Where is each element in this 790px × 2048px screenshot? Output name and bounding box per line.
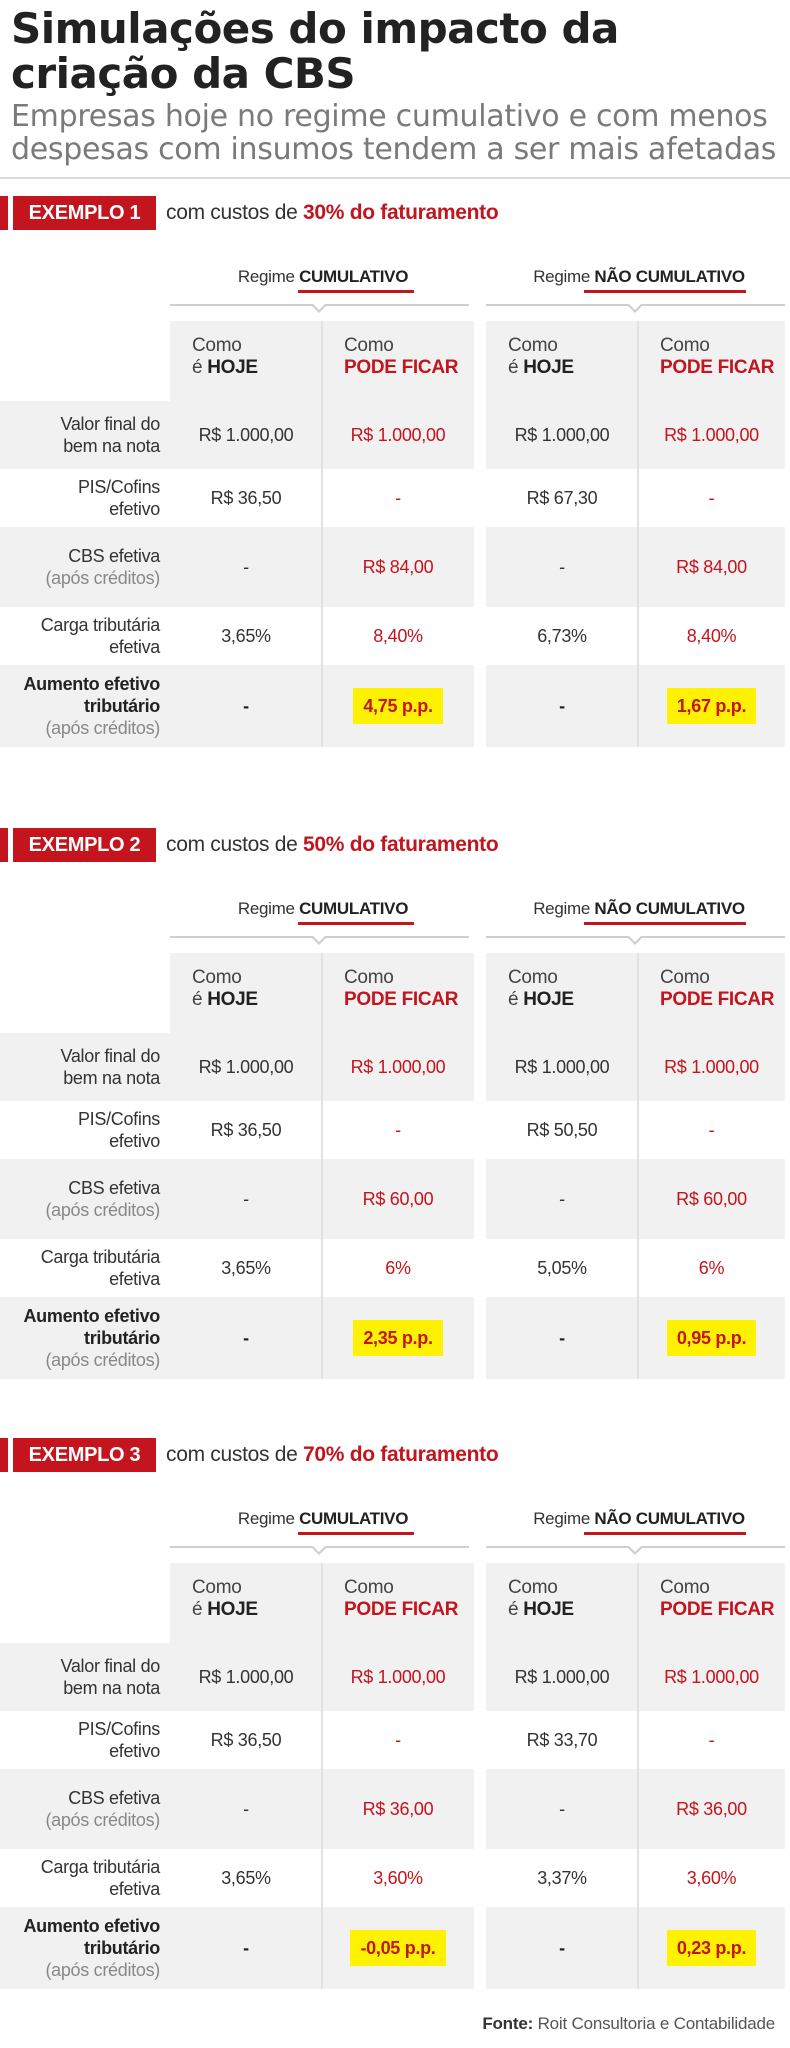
row-label-cbs [0,1787,160,1831]
row-label-line: tributário [84,1938,160,1958]
cell-value: 3,60% [373,1868,423,1888]
cell-value: - [395,1730,401,1750]
table-cell [322,607,474,665]
column-header-cell [170,321,322,401]
row-label-line: Aumento efetivo [23,1306,160,1326]
table-cell [638,1033,785,1101]
table-cell [322,1907,474,1989]
row-label-line: efetiva [109,1879,160,1899]
table-cell [486,1849,638,1907]
row-label-line: bem na nota [63,436,160,456]
regime-name: CUMULATIVO [299,267,409,286]
cell-value: - [708,1730,715,1750]
header-como-pode-ficar [344,335,458,379]
regime-caret-icon [626,1546,644,1555]
table-cell [170,401,322,469]
header-como-hoje [508,967,574,1011]
cell-value: R$ 1.000,00 [198,1667,294,1687]
table-cell [322,1849,474,1907]
cell-value: - [559,1938,565,1958]
row-label-cbs [0,545,160,589]
regime-nao-cumulativo-header [486,1509,790,1529]
regime-nao-cumulativo-header [486,267,790,287]
header-hoje: HOJE [523,1599,574,1620]
table-cell [170,1849,322,1907]
header-como: Como [508,335,558,356]
cell-value: - [708,1120,715,1140]
cell-value: - [559,1328,565,1348]
header-como: Como [508,967,558,988]
table-cell [322,1033,474,1101]
table-cell [170,607,322,665]
table-cell [638,1239,785,1297]
row-label-cbs [0,1177,160,1221]
regime-cumulativo-header [170,1509,476,1529]
row-label-valor [0,1045,160,1089]
cell-value: R$ 36,50 [210,1120,282,1140]
cell-value: R$ 60,00 [676,1189,747,1209]
regime-cumulativo-header [170,267,476,287]
table-cell [486,1033,638,1101]
cell-value: - [243,1189,249,1209]
highlight-badge: 0,95 p.p. [667,1320,756,1356]
table-cell [322,1101,474,1159]
table-cell [486,1711,638,1769]
row-label-valor [0,1655,160,1699]
column-header-cell [322,1563,474,1643]
table-cell [170,1159,322,1239]
cell-value: 5,05% [537,1258,587,1278]
header-pode-ficar: PODE FICAR [344,1599,459,1620]
header-como-hoje [192,335,258,379]
header-hoje: HOJE [207,357,258,378]
source-note [482,2014,775,2034]
highlight-badge: 1,67 p.p. [667,688,756,724]
example-description [166,196,498,230]
cell-value: - [559,1799,565,1819]
header-como: Como [660,335,710,356]
regime-underline [298,922,414,925]
header-como-pode-ficar [344,967,458,1011]
cell-value: 8,40% [686,626,737,646]
table-cell [638,665,785,747]
header-como-hoje [508,335,574,379]
example-badge: EXEMPLO 1 [13,196,156,230]
accent-bar [0,828,8,862]
table-cell [322,1643,474,1711]
header-e: é [508,989,519,1010]
highlight-badge: -0,05 p.p. [350,1930,445,1966]
row-label-line: Valor final do [60,414,160,434]
regime-prefix: Regime [533,1509,590,1528]
column-header-cell [486,953,638,1033]
row-label-line: Carga tributária [40,1247,160,1267]
row-label-line: Aumento efetivo [23,1916,160,1936]
table-cell [638,1769,785,1849]
accent-bar [0,196,8,230]
column-separator [637,1563,639,1989]
cell-value: R$ 36,50 [210,488,282,508]
cell-value: R$ 1.000,00 [350,1667,446,1687]
header-e: é [508,1599,519,1620]
header-e: é [192,989,203,1010]
description-highlight: 70% do faturamento [303,1443,499,1466]
table-cell [486,665,638,747]
table-cell [170,1769,322,1849]
column-header-cell [486,1563,638,1643]
header-e: é [192,1599,203,1620]
header-pode-ficar: PODE FICAR [344,989,459,1010]
example-badge: EXEMPLO 3 [13,1438,156,1472]
table-cell [638,1907,785,1989]
cell-value: 3,65% [221,626,271,646]
regime-underline [584,290,746,293]
cell-value: - [708,488,715,508]
highlight-badge: 2,35 p.p. [353,1320,442,1356]
table-cell [486,527,638,607]
table-cell [486,607,638,665]
example-description [166,1438,498,1472]
row-label-line: bem na nota [63,1068,160,1088]
row-label-line: PIS/Cofins [77,1719,160,1739]
table-cell [322,665,474,747]
row-label-aumento [0,1915,160,1981]
cell-value: R$ 36,50 [210,1730,282,1750]
highlight-badge: 0,23 p.p. [667,1930,756,1966]
cell-value: - [243,1328,249,1348]
row-label-aumento [0,673,160,739]
header-como: Como [508,1577,558,1598]
row-label-line: (após créditos) [45,1350,160,1370]
table-cell [486,1239,638,1297]
regime-nao-cumulativo-header [486,899,790,919]
cell-value: R$ 1.000,00 [514,1667,610,1687]
cell-value: R$ 1.000,00 [198,425,294,445]
column-separator [637,321,639,747]
regime-caret-icon [310,304,328,313]
table-cell [322,1159,474,1239]
table-cell [638,1101,785,1159]
row-label-line: efetivo [109,1741,160,1761]
table-cell [170,1907,322,1989]
regime-prefix: Regime [237,899,295,918]
column-separator [321,1563,323,1989]
source-text: Roit Consultoria e Contabilidade [537,2014,775,2033]
source-label: Fonte: [482,2014,534,2033]
regime-underline [584,1532,746,1535]
cell-value: - [243,696,249,716]
row-label-pis [0,476,160,520]
table-cell [170,1297,322,1379]
row-label-line: Carga tributária [40,1857,160,1877]
cell-value: R$ 1.000,00 [350,425,446,445]
column-header-cell [170,953,322,1033]
table-cell [486,469,638,527]
row-label-carga [0,1856,160,1900]
header-e: é [192,357,203,378]
cell-value: R$ 50,50 [526,1120,598,1140]
table-cell [486,1159,638,1239]
row-label-line: (após créditos) [45,1810,160,1830]
row-label-line: efetivo [109,1131,160,1151]
row-label-carga [0,614,160,658]
cell-value: 3,37% [537,1868,587,1888]
table-cell [486,1643,638,1711]
regime-prefix: Regime [237,1509,295,1528]
row-label-line: Valor final do [60,1046,160,1066]
row-label-line: CBS efetiva [68,1788,160,1808]
header-pode-ficar: PODE FICAR [660,1599,775,1620]
row-label-line: Aumento efetivo [23,674,160,694]
regime-underline [584,922,746,925]
table-cell [486,1101,638,1159]
table-cell [170,1033,322,1101]
table-cell [486,401,638,469]
regime-gap [474,1558,486,1989]
table-cell [170,1643,322,1711]
header-como: Como [192,967,242,988]
regime-name: NÃO CUMULATIVO [594,1509,745,1528]
table-cell [638,401,785,469]
regime-caret-icon [626,936,644,945]
cell-value: - [395,1120,401,1140]
row-label-line: CBS efetiva [68,546,160,566]
cell-value: R$ 1.000,00 [664,1057,759,1077]
header-como-hoje [508,1577,574,1621]
regime-caret-icon [626,304,644,313]
table-cell [638,469,785,527]
table-cell [322,1769,474,1849]
row-label-line: (após créditos) [45,1200,160,1220]
regime-gap [474,316,486,747]
cell-value: 3,65% [221,1868,271,1888]
header-como: Como [660,1577,710,1598]
header-como-pode-ficar [660,335,774,379]
header-como-pode-ficar [660,1577,774,1621]
header-como: Como [660,967,710,988]
cell-value: 8,40% [373,626,423,646]
cell-value: - [559,557,565,577]
cell-value: R$ 33,70 [526,1730,598,1750]
column-header-cell [638,1563,785,1643]
regime-prefix: Regime [237,267,295,286]
cell-value: - [243,1938,249,1958]
highlight-badge: 4,75 p.p. [353,688,442,724]
header-como: Como [344,1577,394,1598]
cell-value: R$ 1.000,00 [664,1667,759,1687]
header-como-pode-ficar [344,1577,458,1621]
cell-value: R$ 1.000,00 [664,425,759,445]
table-cell [170,527,322,607]
page-subtitle: Empresas hoje no regime cumulativo e com menos despesas com insumos tendem a ser mais afetadas [11,99,777,167]
row-label-pis [0,1108,160,1152]
regime-name: CUMULATIVO [299,1509,409,1528]
table-cell [170,1239,322,1297]
header-como-hoje [192,967,258,1011]
cell-value: R$ 1.000,00 [514,425,610,445]
column-header-cell [638,953,785,1033]
header-como-hoje [192,1577,258,1621]
table-cell [486,1769,638,1849]
example-description [166,828,498,862]
regime-caret-icon [310,936,328,945]
example-section-2 [0,828,790,1413]
row-label-line: tributário [84,696,160,716]
row-label-aumento [0,1305,160,1371]
regime-underline [298,1532,414,1535]
row-label-line: tributário [84,1328,160,1348]
cell-value: R$ 36,00 [676,1799,747,1819]
cell-value: 6% [698,1258,725,1278]
table-cell [638,607,785,665]
table-cell [638,1711,785,1769]
regime-name: NÃO CUMULATIVO [594,899,745,918]
row-label-pis [0,1718,160,1762]
row-label-carga [0,1246,160,1290]
cell-value: R$ 1.000,00 [198,1057,294,1077]
regime-prefix: Regime [533,267,590,286]
header-como: Como [344,967,394,988]
description-highlight: 50% do faturamento [303,833,499,856]
table-cell [170,469,322,527]
table-cell [170,1711,322,1769]
column-separator [321,321,323,747]
table-cell [638,527,785,607]
cell-value: R$ 84,00 [676,557,747,577]
column-header-cell [322,953,474,1033]
table-cell [322,401,474,469]
column-header-cell [486,321,638,401]
column-separator [321,953,323,1379]
header-hoje: HOJE [207,1599,258,1620]
description-prefix: com custos de [166,1443,298,1466]
column-header-cell [322,321,474,401]
row-label-line: efetivo [109,499,160,519]
row-label-line: Carga tributária [40,615,160,635]
regime-name: CUMULATIVO [299,899,409,918]
regime-underline [298,290,414,293]
row-label-line: (após créditos) [45,568,160,588]
row-label-line: CBS efetiva [68,1178,160,1198]
table-cell [486,1907,638,1989]
table-cell [638,1297,785,1379]
example-section-3 [0,1438,790,2023]
cell-value: 6,73% [537,626,587,646]
table-cell [638,1159,785,1239]
cell-value: R$ 84,00 [362,557,434,577]
header-como: Como [192,335,242,356]
table-cell [638,1643,785,1711]
cell-value: - [395,488,401,508]
regime-gap [474,948,486,1379]
header-pode-ficar: PODE FICAR [344,357,459,378]
example-section-1 [0,196,790,781]
column-separator [637,953,639,1379]
table-cell [170,665,322,747]
page-title: Simulações do impacto da criação da CBS [11,4,619,98]
description-prefix: com custos de [166,833,298,856]
regime-cumulativo-header [170,899,476,919]
cell-value: R$ 67,30 [526,488,598,508]
header-e: é [508,357,519,378]
column-header-cell [170,1563,322,1643]
column-header-cell [638,321,785,401]
header-pode-ficar: PODE FICAR [660,357,775,378]
row-label-line: (após créditos) [45,1960,160,1980]
row-label-line: Valor final do [60,1656,160,1676]
table-cell [322,469,474,527]
table-cell [322,1711,474,1769]
table-cell [322,1297,474,1379]
cell-value: R$ 60,00 [362,1189,434,1209]
cell-value: 3,60% [686,1868,737,1888]
row-label-line: (após créditos) [45,718,160,738]
header-hoje: HOJE [207,989,258,1010]
cell-value: R$ 1.000,00 [350,1057,446,1077]
header-hoje: HOJE [523,989,574,1010]
row-label-line: bem na nota [63,1678,160,1698]
cell-value: - [559,1189,565,1209]
header-como: Como [192,1577,242,1598]
table-cell [322,1239,474,1297]
description-prefix: com custos de [166,201,298,224]
header-como-pode-ficar [660,967,774,1011]
regime-name: NÃO CUMULATIVO [594,267,745,286]
divider [0,177,790,179]
header-hoje: HOJE [523,357,574,378]
cell-value: - [243,557,249,577]
cell-value: 6% [385,1258,411,1278]
cell-value: - [559,696,565,716]
table-cell [486,1297,638,1379]
row-label-valor [0,413,160,457]
example-badge: EXEMPLO 2 [13,828,156,862]
header-pode-ficar: PODE FICAR [660,989,775,1010]
description-highlight: 30% do faturamento [303,201,499,224]
regime-prefix: Regime [533,899,590,918]
cell-value: R$ 36,00 [362,1799,434,1819]
cell-value: - [243,1799,249,1819]
accent-bar [0,1438,8,1472]
regime-caret-icon [310,1546,328,1555]
table-cell [170,1101,322,1159]
row-label-line: efetiva [109,637,160,657]
table-cell [638,1849,785,1907]
cell-value: 3,65% [221,1258,271,1278]
cell-value: R$ 1.000,00 [514,1057,610,1077]
row-label-line: efetiva [109,1269,160,1289]
row-label-line: PIS/Cofins [77,1109,160,1129]
header-como: Como [344,335,394,356]
row-label-line: PIS/Cofins [77,477,160,497]
table-cell [322,527,474,607]
